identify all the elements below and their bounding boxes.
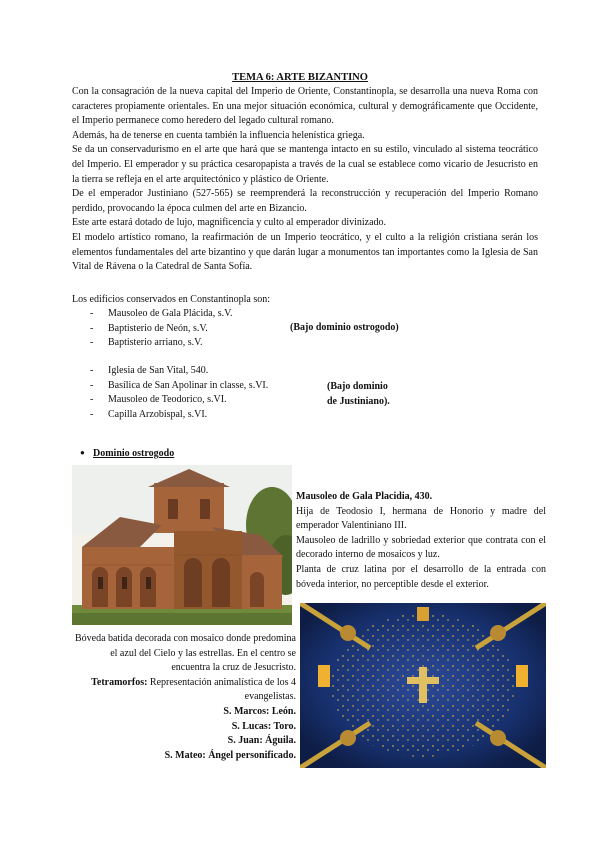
evangelist-line: S. Lucas: Toro. bbox=[231, 720, 296, 732]
ostrogoth-note: (Bajo dominio ostrogodo) bbox=[290, 322, 399, 333]
intro-text bbox=[72, 85, 538, 275]
list-item: - Baptisterio de Neón, s.V. bbox=[90, 322, 570, 337]
justinian-note-line2: de Justiniano). bbox=[327, 396, 390, 407]
page-title: TEMA 6: ARTE BIZANTINO bbox=[232, 72, 368, 83]
list-item: - Basílica de San Apolinar in classe, s.VI. bbox=[90, 379, 570, 394]
evangelist-line: S. Marcos: León. bbox=[223, 705, 296, 717]
buildings-list-heading: Los edificios conservados en Constantinopla son: bbox=[72, 294, 271, 305]
list-item: - Capilla Arzobispal, s.VI. bbox=[90, 408, 570, 423]
dome-caption bbox=[72, 632, 296, 763]
mausoleum-line: Planta de cruz latina por el desarrollo de la entrada con bóveda interior, no perceptible desde el exterior. bbox=[296, 563, 546, 590]
caption-text: Bóveda batida decorada con mosaico donde predomina el azul del Cielo y las estrellas. En el centro se encuentra la cruz de Jesucristo. bbox=[74, 633, 296, 674]
evangelist-line: S. Juan: Águila. bbox=[227, 735, 296, 747]
intro-paragraph: Además, ha de tenerse en cuenta también la influencia helenística griega. bbox=[72, 129, 365, 141]
intro-paragraph: Con la consagración de la nueva capital del Imperio de Oriente, Constantinopla, se desarrolla una nueva Roma con caracteres propiamente orientales. En una mejor situación económica, cultural y demográficamente que Occidente, el Imperio permanece como heredero del legado cultural romano. bbox=[72, 86, 538, 127]
tetramorph-label: Tetramorfos: bbox=[91, 676, 148, 688]
intro-paragraph: Se da un conservadurismo en el arte que hará que se mantenga intacto en su estilo, vinculado al sistema teocrático del Imperio. El emperador y su práctica cesaropapista a través de la cual se establece como vicario de Jesucristo en la tierra se refleja en el arte arquitectónico y plástico de Oriente. bbox=[72, 144, 538, 185]
section-heading bbox=[80, 446, 174, 462]
bullet-icon: ● bbox=[80, 448, 85, 457]
mausoleum-description bbox=[296, 490, 546, 592]
list-item: - Baptisterio arriano, s.V. bbox=[90, 336, 570, 351]
mausoleum-line: Mausoleo de ladrillo y sobriedad exterior que contrata con el decorado interno de mosaicos y luz. bbox=[296, 534, 546, 561]
intro-paragraph: El modelo artístico romano, la reafirmación de un Imperio teocrático, y el culto a la religión cristiana serán los elementos fundamentales del arte bizantino y que darán lugar a monumentos tan importantes como la Iglesia de San Vital de Rávena o la Catedral de Santa Sofía. bbox=[72, 231, 538, 273]
list-item: - Mausoleo de Gala Plácida, s.V. bbox=[90, 307, 570, 322]
list-item: - Mausoleo de Teodorico, s.VI. bbox=[90, 393, 570, 408]
tetramorph-line bbox=[72, 676, 296, 705]
justinian-note-line1: (Bajo dominio bbox=[327, 381, 388, 392]
list-item: - Iglesia de San Vital, 540. bbox=[90, 364, 570, 379]
section-heading-text: Dominio ostrogodo bbox=[93, 448, 175, 459]
intro-paragraph: Este arte estará dotado de lujo, magnificencia y culto al emperador divinizado. bbox=[72, 217, 387, 229]
mausoleum-title: Mausoleo de Gala Placidia, 430. bbox=[296, 491, 433, 502]
tetramorph-text: Representación animalística de los 4 evangelistas. bbox=[149, 676, 296, 703]
evangelist-line: S. Mateo: Ángel personificado. bbox=[164, 749, 296, 761]
dome-mosaic-image bbox=[300, 603, 546, 768]
intro-paragraph: De el emperador Justiniano (527-565) se reemprenderá la reconstrucción y recuperación del Imperio Romano perdido, provocando la época culmen del arte en Bizancio. bbox=[72, 188, 538, 214]
mausoleum-line: Hija de Teodosio I, hermana de Honorio y madre del emperador Valentiniano III. bbox=[296, 505, 546, 532]
mausoleum-exterior-image bbox=[72, 465, 292, 625]
